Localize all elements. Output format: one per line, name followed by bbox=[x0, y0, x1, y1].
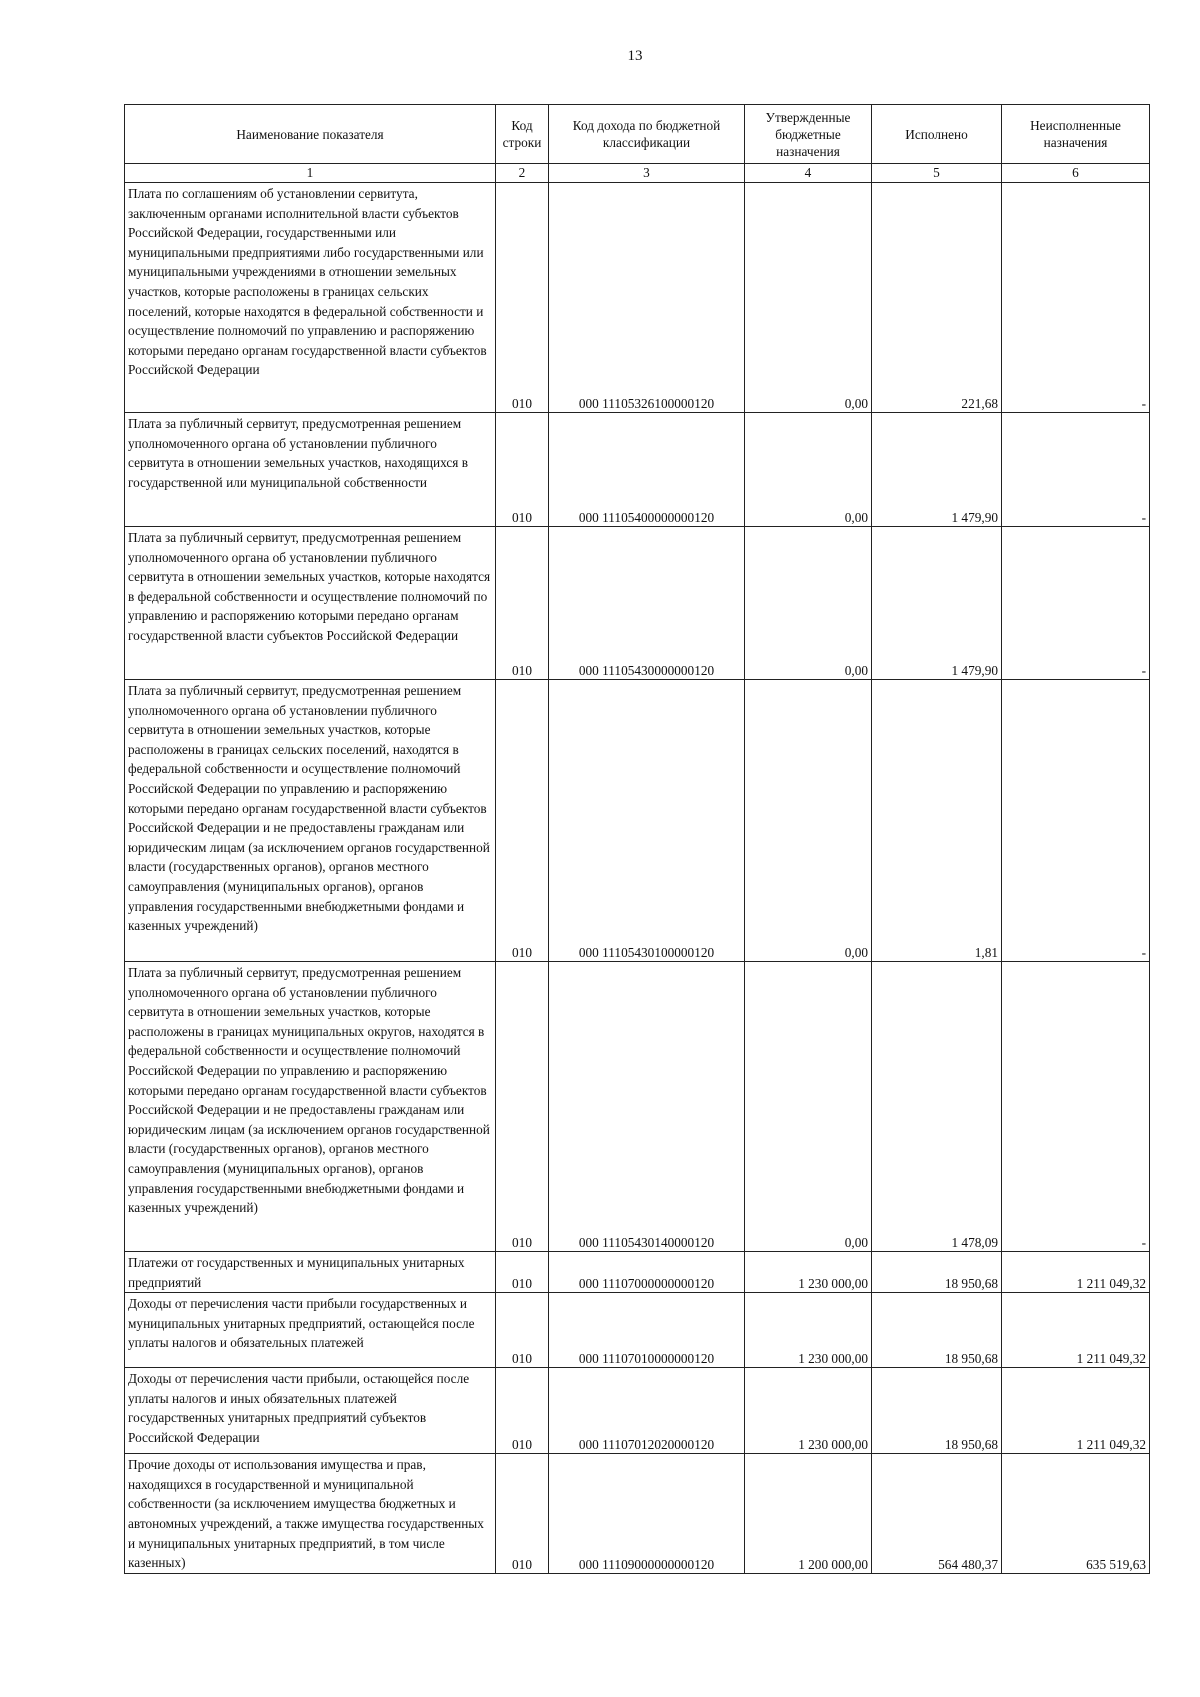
budget-execution-table bbox=[124, 104, 1150, 1574]
column-number: 5 bbox=[872, 164, 1002, 183]
line-code: 010 bbox=[496, 1454, 549, 1574]
indicator-name: Прочие доходы от использования имущества и прав, находящихся в государственной и муниципальной собственности (за исключением имущества бюджетных и автономных учреждений, а также имущества государственных и муниципальных унитарных предприятий, в том числе казенных) bbox=[125, 1454, 496, 1574]
column-number: 3 bbox=[549, 164, 745, 183]
executed-amount: 1,81 bbox=[872, 680, 1002, 962]
executed-amount: 221,68 bbox=[872, 183, 1002, 413]
column-number: 1 bbox=[125, 164, 496, 183]
unexecuted-amount: 635 519,63 bbox=[1002, 1454, 1150, 1574]
column-number: 2 bbox=[496, 164, 549, 183]
income-code: 000 11105430100000120 bbox=[549, 680, 745, 962]
table-row bbox=[125, 183, 1150, 413]
table-row bbox=[125, 527, 1150, 680]
table-row bbox=[125, 1293, 1150, 1368]
income-code: 000 11105326100000120 bbox=[549, 183, 745, 413]
approved-amount: 1 230 000,00 bbox=[745, 1368, 872, 1454]
income-code: 000 11107010000000120 bbox=[549, 1293, 745, 1368]
line-code: 010 bbox=[496, 183, 549, 413]
unexecuted-amount: 1 211 049,32 bbox=[1002, 1252, 1150, 1293]
header-approved: Утвержденные бюджетные назначения bbox=[745, 105, 872, 164]
header-executed: Исполнено bbox=[872, 105, 1002, 164]
executed-amount: 1 479,90 bbox=[872, 527, 1002, 680]
executed-amount: 1 479,90 bbox=[872, 413, 1002, 527]
table-row bbox=[125, 962, 1150, 1252]
executed-amount: 18 950,68 bbox=[872, 1368, 1002, 1454]
executed-amount: 18 950,68 bbox=[872, 1252, 1002, 1293]
line-code: 010 bbox=[496, 962, 549, 1252]
column-number: 4 bbox=[745, 164, 872, 183]
income-code: 000 11105430000000120 bbox=[549, 527, 745, 680]
unexecuted-amount: - bbox=[1002, 680, 1150, 962]
income-code: 000 11105400000000120 bbox=[549, 413, 745, 527]
unexecuted-amount: 1 211 049,32 bbox=[1002, 1368, 1150, 1454]
table-row bbox=[125, 680, 1150, 962]
indicator-name: Плата за публичный сервитут, предусмотренная решением уполномоченного органа об установлении публичного сервитута в отношении земельных участков, находящихся в государственной или муниципальной собственности bbox=[125, 413, 496, 527]
header-indicator-name: Наименование показателя bbox=[125, 105, 496, 164]
indicator-name: Плата за публичный сервитут, предусмотренная решением уполномоченного органа об установлении публичного сервитута в отношении земельных участков, которые находятся в федеральной собственности и осуществление полномочий по управлению и распоряжению которыми передано органам государственной власти субъектов Российской Федерации bbox=[125, 527, 496, 680]
column-number-row bbox=[125, 164, 1150, 183]
income-code: 000 11107012020000120 bbox=[549, 1368, 745, 1454]
unexecuted-amount: - bbox=[1002, 962, 1150, 1252]
approved-amount: 0,00 bbox=[745, 183, 872, 413]
approved-amount: 0,00 bbox=[745, 527, 872, 680]
table-row bbox=[125, 413, 1150, 527]
line-code: 010 bbox=[496, 527, 549, 680]
indicator-name: Плата за публичный сервитут, предусмотренная решением уполномоченного органа об установлении публичного сервитута в отношении земельных участков, которые расположены в границах сельских поселений, находятся в федеральной собственности и осуществление полномочий Российской Федерации по управлению и распоряжению которыми передано органам государственной власти субъектов Российской Федерации и не предоставлены гражданам или юридическим лицам (за исключением органов государственной власти (государственных органов), органов местного самоуправления (муниципальных органов), органов управления государственными внебюджетными фондами и казенных учреждений) bbox=[125, 680, 496, 962]
approved-amount: 0,00 bbox=[745, 962, 872, 1252]
unexecuted-amount: - bbox=[1002, 527, 1150, 680]
approved-amount: 0,00 bbox=[745, 680, 872, 962]
table-row bbox=[125, 1368, 1150, 1454]
header-unexecuted: Неисполненные назначения bbox=[1002, 105, 1150, 164]
approved-amount: 1 230 000,00 bbox=[745, 1293, 872, 1368]
column-number: 6 bbox=[1002, 164, 1150, 183]
header-income-code: Код дохода по бюджетной классификации bbox=[549, 105, 745, 164]
executed-amount: 1 478,09 bbox=[872, 962, 1002, 1252]
line-code: 010 bbox=[496, 1368, 549, 1454]
unexecuted-amount: 1 211 049,32 bbox=[1002, 1293, 1150, 1368]
indicator-name: Платежи от государственных и муниципальных унитарных предприятий bbox=[125, 1252, 496, 1293]
executed-amount: 18 950,68 bbox=[872, 1293, 1002, 1368]
indicator-name: Доходы от перечисления части прибыли государственных и муниципальных унитарных предприятий, остающейся после уплаты налогов и обязательных платежей bbox=[125, 1293, 496, 1368]
executed-amount: 564 480,37 bbox=[872, 1454, 1002, 1574]
income-code: 000 11105430140000120 bbox=[549, 962, 745, 1252]
line-code: 010 bbox=[496, 680, 549, 962]
header-line-code: Код строки bbox=[496, 105, 549, 164]
indicator-name: Плата за публичный сервитут, предусмотренная решением уполномоченного органа об установлении публичного сервитута в отношении земельных участков, которые расположены в границах муниципальных округов, находятся в федеральной собственности и осуществление полномочий Российской Федерации по управлению и распоряжению которыми передано органам государственной власти субъектов Российской Федерации и не предоставлены гражданам или юридическим лицам (за исключением органов государственной власти (государственных органов), органов местного самоуправления (муниципальных органов), органов управления государственными внебюджетными фондами и казенных учреждений) bbox=[125, 962, 496, 1252]
indicator-name: Плата по соглашениям об установлении сервитута, заключенным органами исполнительной власти субъектов Российской Федерации, государственными или муниципальными предприятиями либо государственными или муниципальными учреждениями в отношении земельных участков, которые расположены в границах сельских поселений, которые находятся в федеральной собственности и осуществление полномочий по управлению и распоряжению которыми передано органам государственной власти субъектов Российской Федерации bbox=[125, 183, 496, 413]
unexecuted-amount: - bbox=[1002, 183, 1150, 413]
approved-amount: 0,00 bbox=[745, 413, 872, 527]
unexecuted-amount: - bbox=[1002, 413, 1150, 527]
indicator-name: Доходы от перечисления части прибыли, остающейся после уплаты налогов и иных обязательных платежей государственных унитарных предприятий субъектов Российской Федерации bbox=[125, 1368, 496, 1454]
approved-amount: 1 200 000,00 bbox=[745, 1454, 872, 1574]
header-row bbox=[125, 105, 1150, 164]
line-code: 010 bbox=[496, 413, 549, 527]
table-row bbox=[125, 1454, 1150, 1574]
income-code: 000 11107000000000120 bbox=[549, 1252, 745, 1293]
line-code: 010 bbox=[496, 1252, 549, 1293]
page-number: 13 bbox=[627, 48, 643, 64]
line-code: 010 bbox=[496, 1293, 549, 1368]
income-code: 000 11109000000000120 bbox=[549, 1454, 745, 1574]
table-row bbox=[125, 1252, 1150, 1293]
approved-amount: 1 230 000,00 bbox=[745, 1252, 872, 1293]
